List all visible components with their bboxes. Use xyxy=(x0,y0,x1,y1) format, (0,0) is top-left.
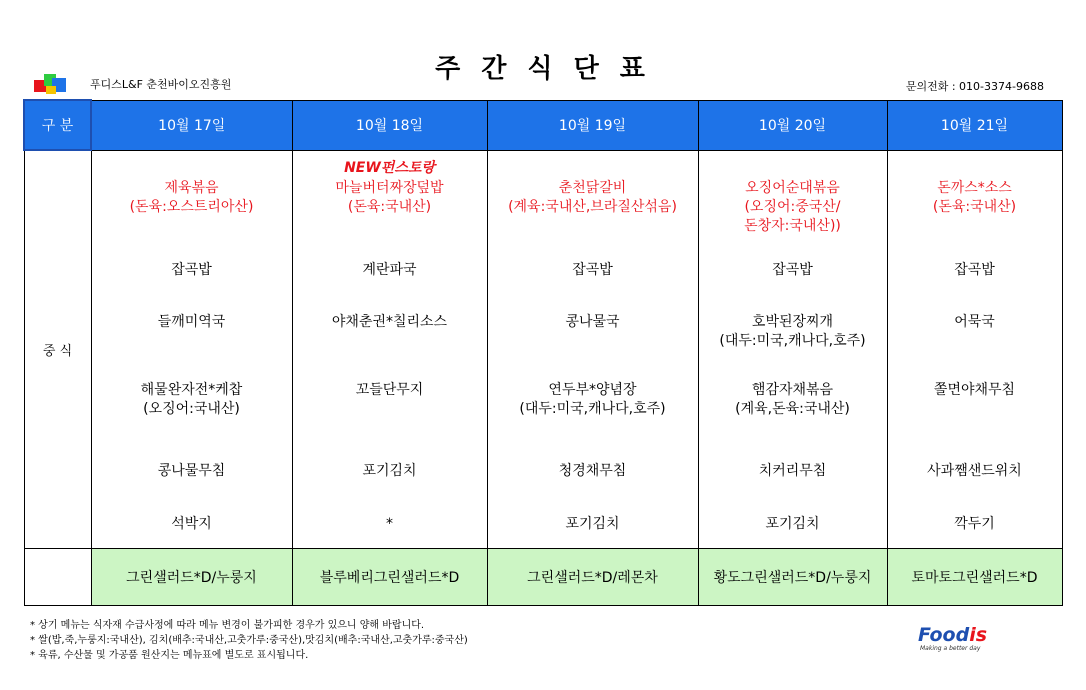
company-name: 푸디스L&F 춘천바이오진흥원 xyxy=(90,78,232,91)
day-header: 10월 20일 xyxy=(698,100,887,150)
footnote: * 쌀(밥,죽,누룽지:국내산), 김치(배추:국내산,고춧가루:중국산),맛김치(배추:국내산,고춧가루:중국산) xyxy=(30,635,468,646)
footnotes xyxy=(30,618,468,663)
menu-item: 계란파국 xyxy=(362,261,417,278)
footnote: * 육류, 수산물 및 가공품 원산지는 메뉴표에 별도로 표시됩니다. xyxy=(30,650,309,661)
menu-item: 잡곡밥 xyxy=(572,261,613,278)
main-dish: 돈까스*소스 (돈육:국내산) xyxy=(932,179,1017,215)
menu-item: 들깨미역국 xyxy=(157,313,226,330)
menu-item: 석박지 xyxy=(171,515,212,532)
menu-item: 호박된장찌개 (대두:미국,캐나다,호주) xyxy=(719,313,866,349)
menu-item: 포기김치 xyxy=(565,515,620,532)
day-header: 10월 18일 xyxy=(292,100,487,150)
day-menu-cell xyxy=(487,150,698,549)
day-header: 10월 19일 xyxy=(487,100,698,150)
lunch-row xyxy=(24,150,1062,549)
weekly-menu-table xyxy=(23,99,1063,606)
menu-item: * xyxy=(386,515,393,532)
page-title: 주 간 식 단 표 xyxy=(435,54,651,84)
corner-label: 구 분 xyxy=(24,100,91,150)
salad-cell: 토마토그린샐러드*D xyxy=(887,549,1062,606)
salad-label xyxy=(24,549,91,606)
brand-tagline: Making a better day xyxy=(920,645,981,652)
salad-cell: 블루베리그린샐러드*D xyxy=(292,549,487,606)
menu-item: 콩나물국 xyxy=(565,313,620,330)
salad-cell: 황도그린샐러드*D/누룽지 xyxy=(698,549,887,606)
main-dish: 오징어순대볶음 (오징어:중국산/ 돈창자:국내산)) xyxy=(744,179,841,234)
menu-item: 꼬들단무지 xyxy=(355,381,424,398)
lunch-label: 중 식 xyxy=(24,150,91,549)
menu-item: 야채춘권*칠리소스 xyxy=(331,313,448,330)
menu-item: 햄감자채볶음 (계육,돈육:국내산) xyxy=(735,381,850,417)
day-menu-cell xyxy=(91,150,292,549)
day-header: 10월 17일 xyxy=(91,100,292,150)
main-dish: 마늘버터짜장덮밥 (돈육:국내산) xyxy=(335,179,444,215)
menu-item: 깍두기 xyxy=(954,515,995,532)
menu-item: 어묵국 xyxy=(954,313,995,330)
menu-item: 청경채무침 xyxy=(558,462,627,479)
day-menu-cell xyxy=(292,150,487,549)
footnote: * 상기 메뉴는 식자재 수급사정에 따라 메뉴 변경이 불가피한 경우가 있으니 양해 바랍니다. xyxy=(30,620,425,631)
menu-item: 포기김치 xyxy=(362,462,417,479)
menu-item: 잡곡밥 xyxy=(954,261,995,278)
menu-item: 콩나물무침 xyxy=(157,462,226,479)
phone-number: 문의전화 : 010-3374-9688 xyxy=(905,80,1044,93)
menu-item: 포기김치 xyxy=(765,515,820,532)
menu-item: 잡곡밥 xyxy=(171,261,212,278)
main-dish: 제육볶음 (돈육:오스트리아산) xyxy=(129,179,254,215)
brand-logo: Foodis xyxy=(918,624,988,646)
menu-item: 잡곡밥 xyxy=(772,261,813,278)
salad-row xyxy=(24,549,1062,606)
salad-cell: 그린샐러드*D/레몬차 xyxy=(487,549,698,606)
menu-item: 해물완자전*케찹 (오징어:국내산) xyxy=(140,381,243,417)
day-header: 10월 21일 xyxy=(887,100,1062,150)
salad-cell: 그린샐러드*D/누룽지 xyxy=(91,549,292,606)
colored-blocks-logo-icon xyxy=(34,72,70,94)
menu-item: 치커리무침 xyxy=(758,462,827,479)
day-menu-cell xyxy=(887,150,1062,549)
header-row xyxy=(24,100,1062,150)
main-dish: 춘천닭갈비 (계육:국내산,브라질산섞음) xyxy=(508,179,677,215)
menu-item: 연두부*양념장 (대두:미국,캐나다,호주) xyxy=(519,381,666,417)
new-badge: NEW펀스토랑 xyxy=(344,159,435,176)
day-menu-cell xyxy=(698,150,887,549)
menu-item: 사과쨈샌드위치 xyxy=(927,462,1022,479)
menu-item: 쫄면야채무침 xyxy=(933,381,1016,398)
